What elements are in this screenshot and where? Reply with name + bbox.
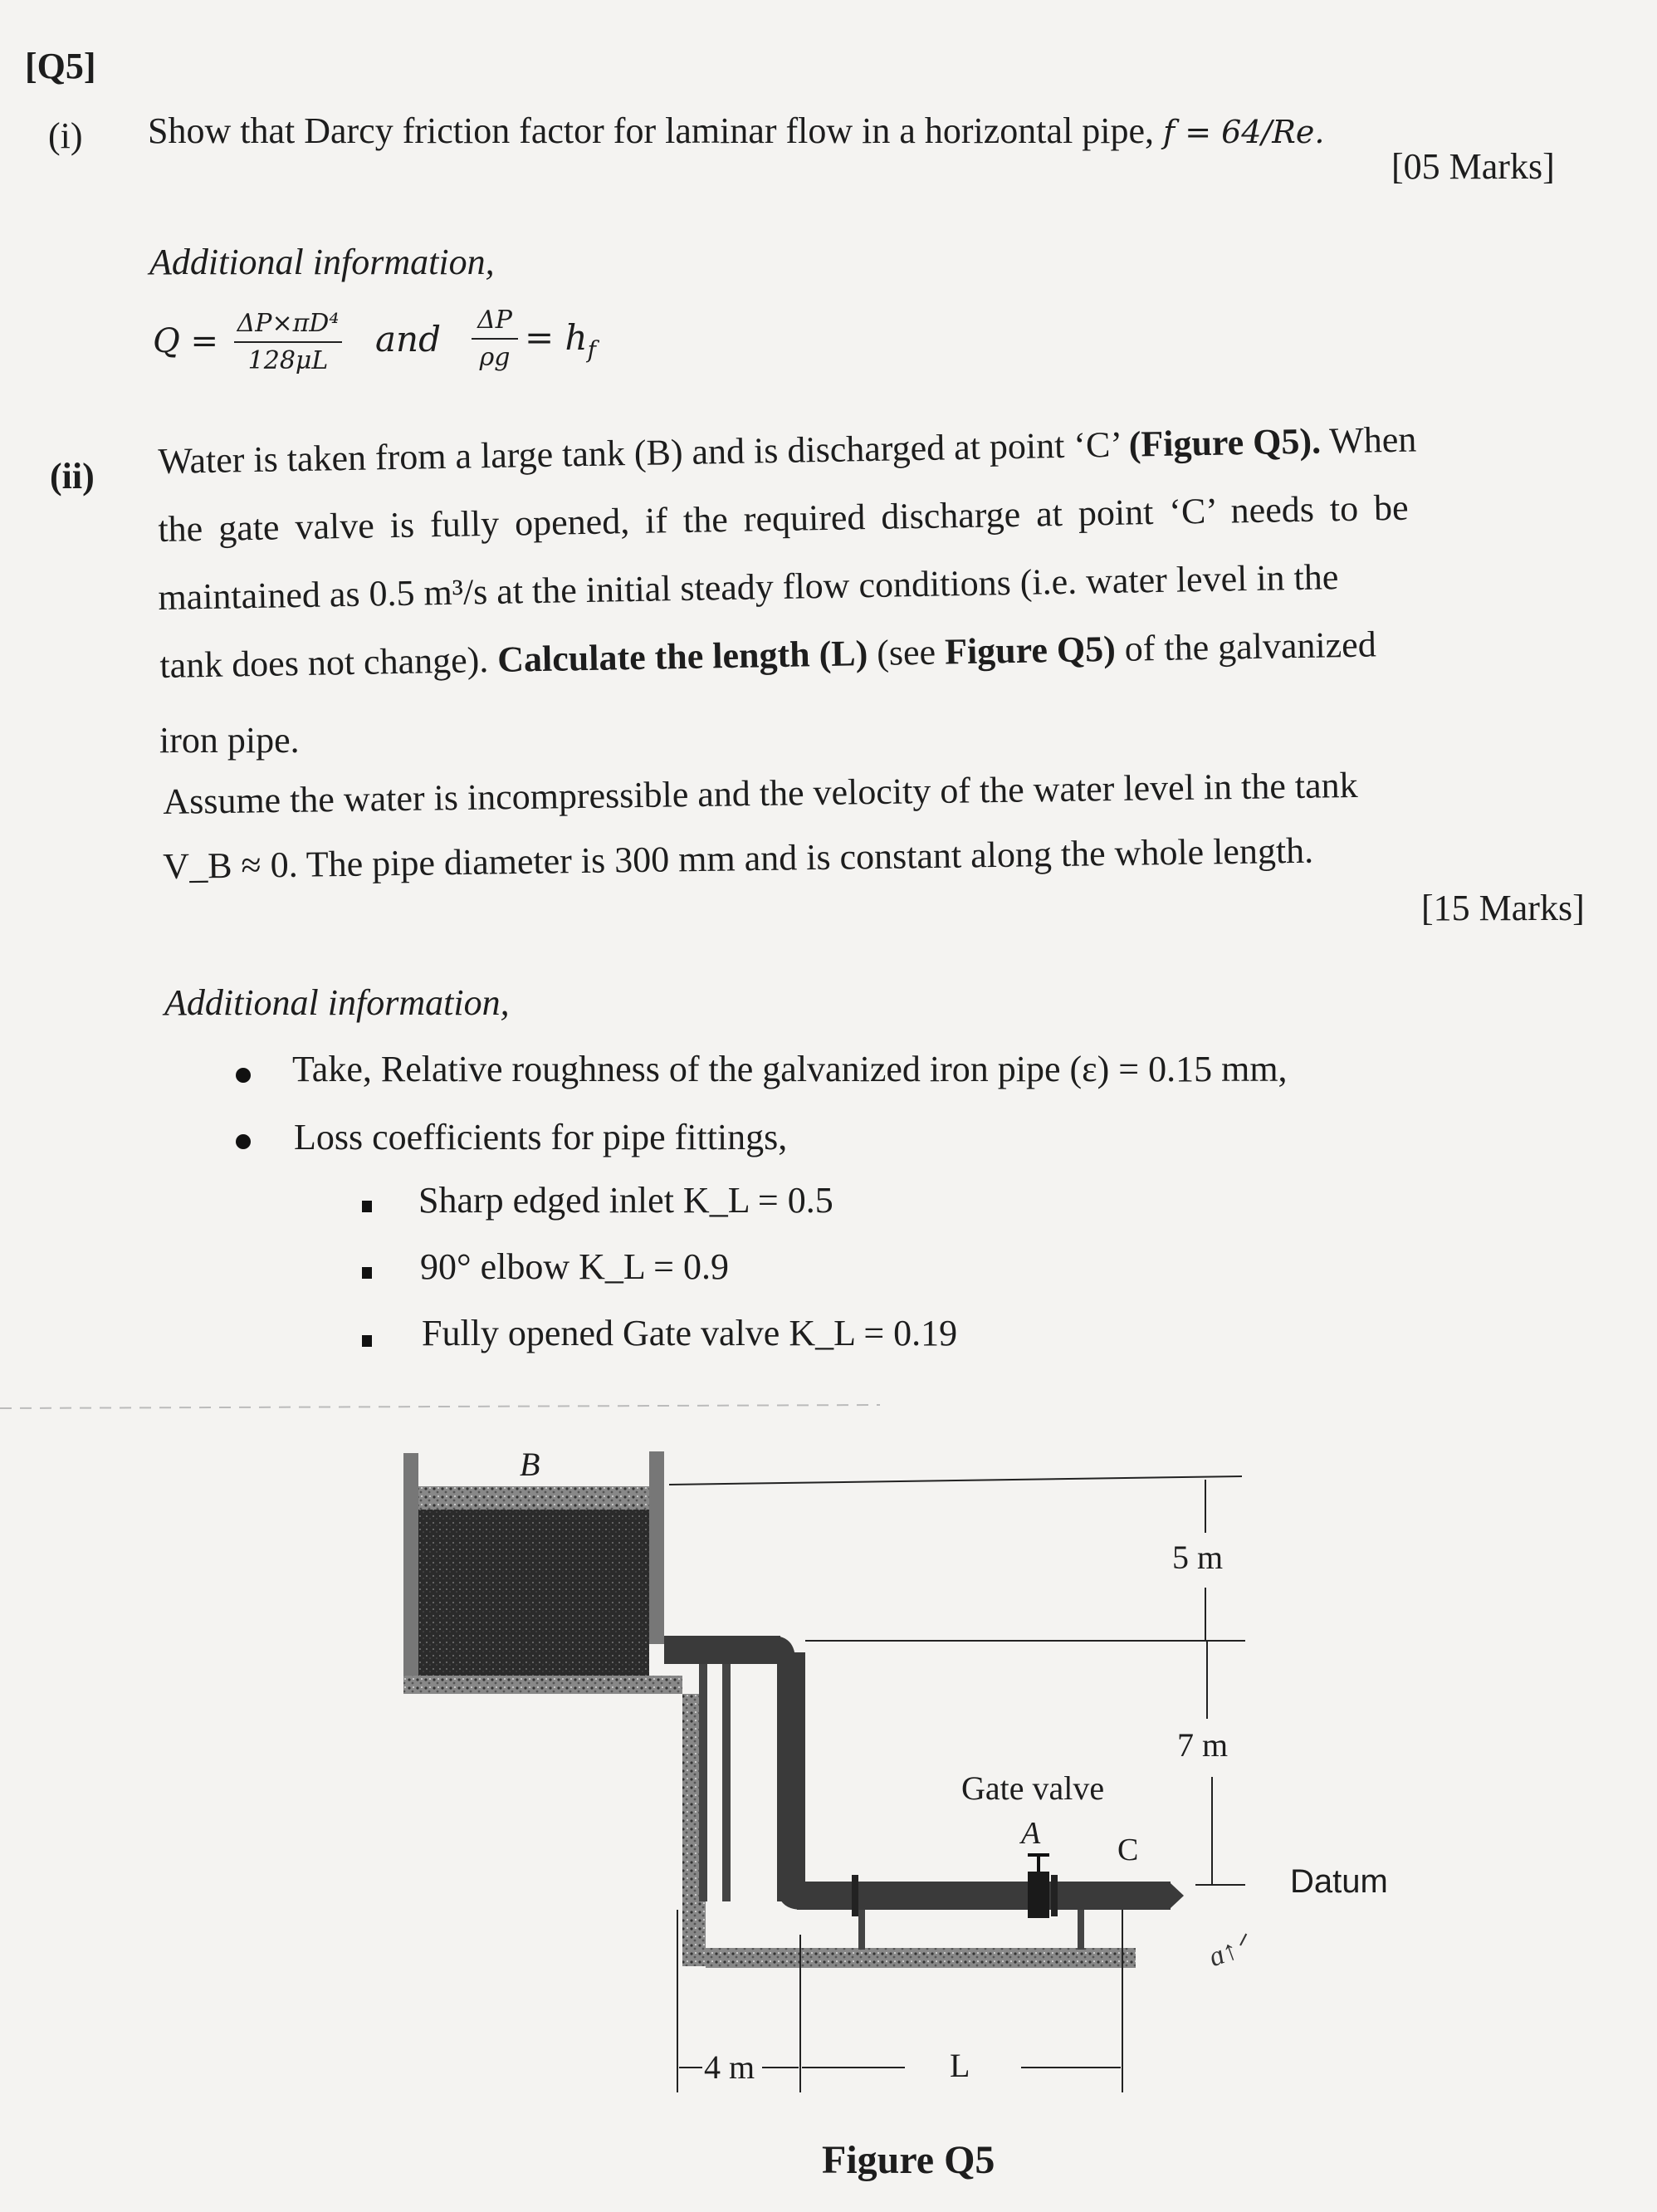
sub-bullet-2-text: 90° elbow K_L = 0.9 bbox=[420, 1246, 729, 1287]
pipe-flange-1 bbox=[852, 1875, 858, 1916]
datum-label: Datum bbox=[1290, 1863, 1388, 1900]
bullet-1-text: Take, Relative roughness of the galvanized iron pipe (ε) = 0.15 mm, bbox=[292, 1049, 1288, 1089]
part-ii-line-7: V_B ≈ 0. The pipe diameter is 300 mm and is constant along the whole length. bbox=[163, 830, 1314, 887]
point-a-label: A bbox=[1021, 1816, 1041, 1851]
sub-bullet-1-text: Sharp edged inlet K_L = 0.5 bbox=[418, 1180, 833, 1221]
dimension-5m-label: 5 m bbox=[1172, 1539, 1224, 1576]
pipe-support-4 bbox=[1078, 1910, 1084, 1950]
figure-caption: Figure Q5 bbox=[822, 2138, 995, 2182]
line-1-bold: (Figure Q5). bbox=[1128, 420, 1322, 465]
tank-label-b: B bbox=[520, 1446, 540, 1483]
part-ii-line-2: the gate valve is fully opened, if the required discharge at point ‘C’ needs to be bbox=[158, 487, 1410, 550]
dimension-7m-label: 7 m bbox=[1177, 1726, 1229, 1764]
gate-valve-body bbox=[1028, 1872, 1049, 1918]
pipe-vertical-segment bbox=[777, 1652, 805, 1901]
handwritten-margin-note: ɑ↑ᐟ bbox=[1205, 1930, 1254, 1974]
fraction-2-numerator: ΔP bbox=[477, 306, 512, 335]
point-c-label: C bbox=[1117, 1833, 1139, 1867]
part-ii-number: (ii) bbox=[50, 456, 95, 497]
line-4-b: (see bbox=[876, 631, 936, 673]
pipe-support-1 bbox=[699, 1652, 707, 1901]
question-label: [Q5] bbox=[25, 46, 96, 86]
line-4-bold-2: Figure Q5) bbox=[944, 628, 1117, 673]
pipe-inlet-segment bbox=[664, 1636, 780, 1664]
part-i-number: (i) bbox=[48, 115, 83, 156]
part-ii-line-6: Assume the water is incompressible and the velocity of the water level in the tank bbox=[163, 764, 1358, 822]
sub-bullet-3-text: Fully opened Gate valve K_L = 0.19 bbox=[422, 1313, 958, 1353]
pipe-outlet-c bbox=[1171, 1883, 1184, 1908]
line-4-c: of the galvanized bbox=[1124, 624, 1377, 669]
water-surface bbox=[418, 1486, 649, 1510]
part-ii-marks: [15 Marks] bbox=[1421, 888, 1585, 928]
part-i-text: Show that Darcy friction factor for laminar flow in a horizontal pipe, bbox=[148, 110, 1155, 151]
part-i-additional-info: Additional information, bbox=[149, 242, 495, 282]
equation-rhs-sub: f bbox=[587, 335, 596, 364]
separator-line bbox=[0, 1405, 880, 1408]
ground-floor bbox=[706, 1948, 1136, 1968]
gate-valve-label: Gate valve bbox=[961, 1769, 1105, 1807]
fraction-1-numerator: ΔP×πD⁴ bbox=[237, 309, 340, 338]
pipe-support-2 bbox=[722, 1652, 731, 1901]
dimension-4m-label: 4 m bbox=[704, 2048, 755, 2086]
tank-right-wall bbox=[649, 1451, 664, 1644]
part-ii-additional-info: Additional information, bbox=[164, 982, 510, 1023]
part-ii-line-5: iron pipe. bbox=[159, 720, 300, 761]
line-1-text: Water is taken from a large tank (B) and is discharged at point ‘C’ bbox=[158, 423, 1121, 482]
equation-q-lhs: Q = bbox=[153, 322, 219, 360]
dimension-l-label: L bbox=[950, 2047, 970, 2084]
tank-left-wall bbox=[403, 1453, 418, 1687]
line-4-bold: Calculate the length (L) bbox=[496, 633, 868, 680]
part-i-formula: f = 64/Re. bbox=[1163, 114, 1325, 150]
top-water-level-line bbox=[669, 1476, 1242, 1485]
equation-and: and bbox=[375, 319, 441, 360]
equation-rhs-hf: = h bbox=[525, 317, 588, 358]
part-ii-line-3: maintained as 0.5 m³/s at the initial steady flow conditions (i.e. water level in the bbox=[158, 556, 1339, 618]
line-4-a: tank does not change). bbox=[159, 639, 489, 686]
tank-base bbox=[403, 1676, 682, 1694]
part-i-marks: [05 Marks] bbox=[1391, 146, 1555, 187]
bullet-2-text: Loss coefficients for pipe fittings, bbox=[294, 1117, 788, 1157]
pipe-support-3 bbox=[858, 1910, 865, 1950]
pipe-flange-2 bbox=[1051, 1875, 1058, 1916]
fraction-1-denominator: 128μL bbox=[247, 346, 329, 375]
line-1-end: When bbox=[1328, 418, 1417, 462]
tank-water bbox=[418, 1486, 649, 1676]
fraction-2-denominator: ρg bbox=[479, 343, 511, 372]
